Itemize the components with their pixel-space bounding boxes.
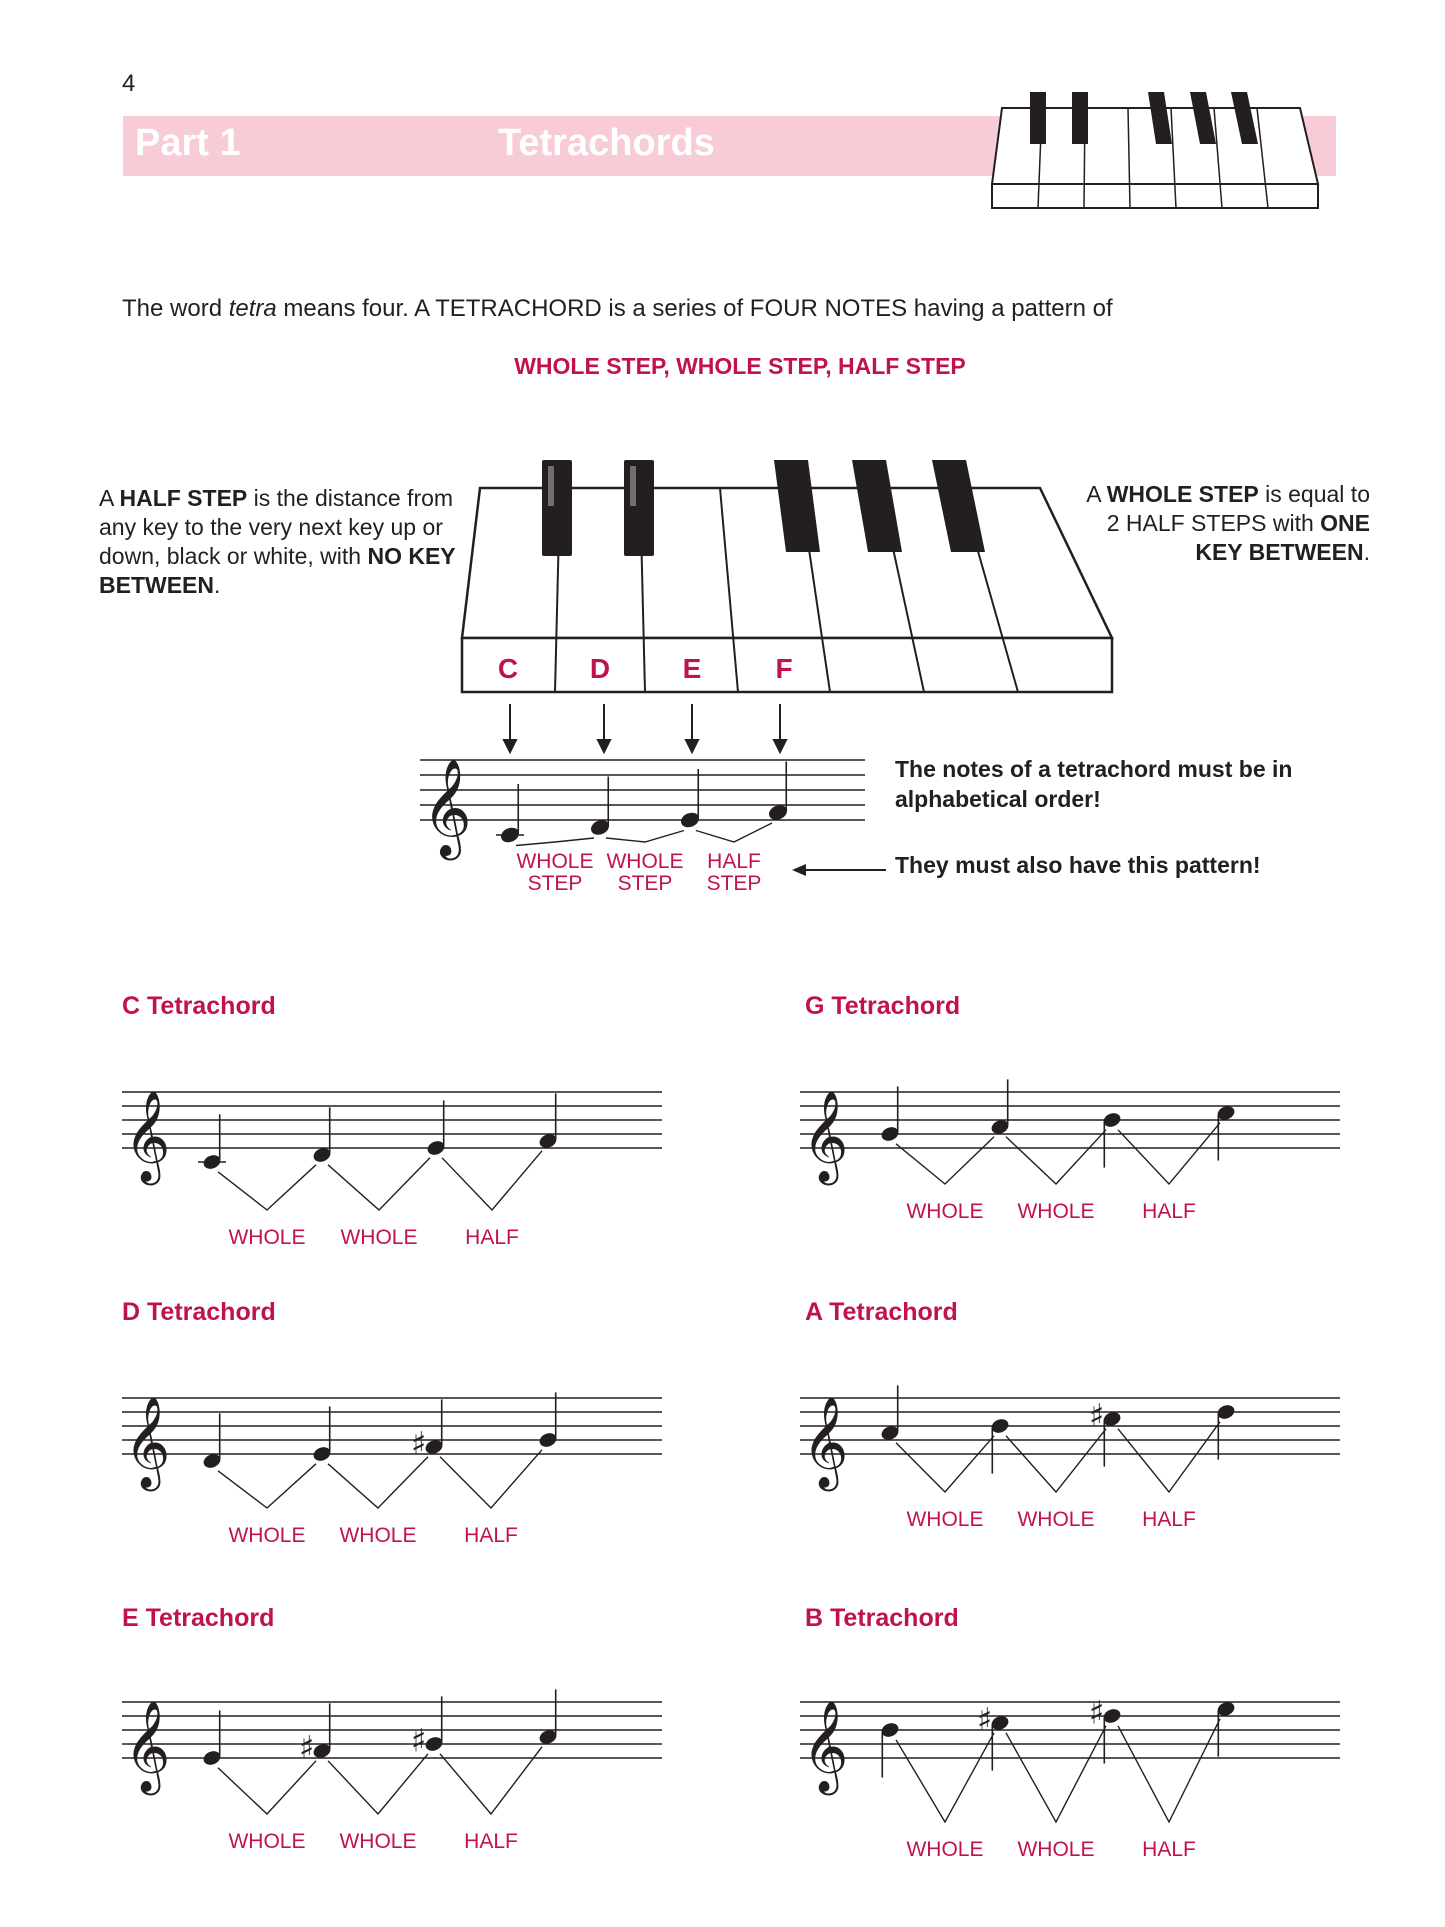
- note-g4: [538, 1392, 559, 1449]
- part-label: Part 1: [135, 122, 241, 164]
- sharp-icon: ♯: [1088, 1693, 1105, 1732]
- step-marker: [440, 1450, 542, 1508]
- step-marker: [218, 1165, 316, 1210]
- step-marker: [440, 1747, 542, 1814]
- tetrachord-title-b: B Tetrachord: [805, 1604, 959, 1632]
- treble-clef-icon: 𝄞: [124, 1396, 171, 1488]
- alphabetical-order-note: The notes of a tetrachord must be in alphabetical order!: [895, 756, 1293, 812]
- step-label-line1: HALF: [707, 850, 761, 873]
- tetrachord-title-e: E Tetrachord: [122, 1604, 275, 1632]
- staff-c-tetrachord: [122, 1091, 662, 1249]
- note-d4: [202, 1413, 223, 1470]
- tetrachord-title-d: D Tetrachord: [122, 1298, 276, 1326]
- step-label: WHOLE: [1017, 1508, 1095, 1531]
- sharp-icon: ♯: [410, 1424, 427, 1463]
- key-letter-f: F: [775, 653, 793, 684]
- note-a4: [538, 1689, 559, 1746]
- half-step-emphasis: NO KEY BETWEEN: [99, 543, 456, 598]
- step-label-line1: WHOLE: [516, 850, 594, 873]
- key-letter-c: C: [497, 653, 519, 684]
- note-c5: [1216, 1104, 1237, 1161]
- key-letter-d: D: [589, 653, 611, 684]
- treble-clef-icon: 𝄞: [802, 1396, 849, 1488]
- staff-g-tetrachord: [800, 1079, 1340, 1223]
- step-label: WHOLE: [1017, 1200, 1095, 1223]
- note-f4: [538, 1093, 559, 1150]
- step-label: WHOLE: [1017, 1838, 1095, 1861]
- whole-step-end: .: [1363, 539, 1370, 565]
- step-label: WHOLE: [906, 1838, 984, 1861]
- staff-d-tetrachord: [122, 1392, 662, 1547]
- step-label: WHOLE: [339, 1830, 417, 1853]
- whole-step-text: is equal to 2 HALF STEPS with: [1106, 481, 1370, 536]
- step-label: WHOLE: [228, 1226, 306, 1249]
- note-c4: [198, 1114, 226, 1171]
- sharp-icon: ♯: [976, 1700, 993, 1739]
- step-marker: [516, 838, 594, 846]
- note-e4: [312, 1406, 333, 1463]
- half-step-pre: A: [99, 485, 120, 511]
- step-marker: [1118, 1422, 1220, 1492]
- whole-step-term: WHOLE STEP: [1106, 481, 1259, 507]
- note-d4: [312, 1107, 333, 1164]
- note-b4: [990, 1417, 1011, 1474]
- treble-clef-icon: 𝄞: [802, 1700, 849, 1792]
- step-label-line2: STEP: [617, 872, 673, 895]
- step-marker: [606, 831, 684, 843]
- note-d5: [1216, 1403, 1237, 1460]
- step-label: HALF: [464, 1524, 518, 1547]
- treble-clef-icon: 𝄞: [422, 757, 472, 856]
- half-step-end: .: [214, 572, 221, 598]
- step-label: WHOLE: [340, 1226, 418, 1249]
- note-g4: [880, 1086, 901, 1143]
- main-keyboard: [462, 460, 1112, 692]
- step-marker: [1118, 1719, 1220, 1822]
- note-d-sharp5: [1089, 1694, 1123, 1764]
- header-keyboard-icon: [992, 92, 1318, 208]
- step-label: WHOLE: [228, 1524, 306, 1547]
- key-to-note-arrows: [504, 704, 786, 752]
- half-step-text: is the distance from any key to the very next key up or down, black or white, with: [99, 485, 454, 569]
- step-label: HALF: [464, 1830, 518, 1853]
- sharp-icon: ♯: [1088, 1396, 1105, 1435]
- note-e5: [1216, 1700, 1237, 1757]
- staff-a-tetrachord: [800, 1385, 1340, 1531]
- note-a4: [880, 1385, 901, 1442]
- step-marker: [1006, 1130, 1106, 1184]
- step-marker: [1006, 1429, 1106, 1492]
- step-marker: [442, 1151, 542, 1210]
- page-number: 4: [122, 70, 136, 97]
- step-label: HALF: [1142, 1200, 1196, 1223]
- note-e4: [679, 769, 701, 830]
- step-label-line2: STEP: [527, 872, 583, 895]
- note-a4: [990, 1079, 1011, 1136]
- step-marker: [1006, 1726, 1106, 1822]
- step-marker: [696, 823, 772, 842]
- note-e4: [202, 1710, 223, 1767]
- step-marker: [328, 1754, 428, 1814]
- pattern-note: They must also have this pattern!: [895, 852, 1261, 878]
- step-label-line2: STEP: [706, 872, 762, 895]
- step-label: HALF: [1142, 1838, 1196, 1861]
- step-marker: [218, 1761, 316, 1814]
- note-c-sharp5: [1089, 1397, 1123, 1467]
- step-label-line1: WHOLE: [606, 850, 684, 873]
- staff-e-tetrachord: [122, 1689, 662, 1853]
- note-d4: [589, 777, 611, 838]
- step-label: WHOLE: [228, 1830, 306, 1853]
- step-marker: [218, 1464, 316, 1508]
- step-label: HALF: [465, 1226, 519, 1249]
- note-b4: [880, 1721, 901, 1778]
- note-g-sharp4: [411, 1696, 445, 1759]
- step-label: WHOLE: [906, 1508, 984, 1531]
- treble-clef-icon: 𝄞: [802, 1090, 849, 1182]
- step-label: HALF: [1142, 1508, 1196, 1531]
- whole-step-emphasis: ONE KEY BETWEEN: [1195, 510, 1370, 565]
- intro-before: The word: [122, 295, 229, 322]
- example-staff: [420, 758, 865, 895]
- step-marker: [896, 1733, 994, 1822]
- half-step-term: HALF STEP: [119, 485, 248, 511]
- note-e4: [426, 1100, 447, 1157]
- tetrachord-title-a: A Tetrachord: [805, 1298, 958, 1326]
- step-marker: [896, 1436, 994, 1492]
- intro-italic-word: tetra: [228, 295, 277, 322]
- step-label: WHOLE: [906, 1200, 984, 1223]
- sharp-icon: ♯: [410, 1721, 427, 1760]
- tetrachord-title-c: C Tetrachord: [122, 992, 276, 1020]
- tetrachord-title-g: G Tetrachord: [805, 992, 961, 1020]
- intro-after: means four. A TETRACHORD is a series of FOUR NOTES having a pattern of: [276, 295, 1113, 322]
- note-b4: [1102, 1111, 1123, 1168]
- sharp-icon: ♯: [298, 1728, 315, 1767]
- whole-step-pre: A: [1086, 481, 1107, 507]
- note-c4: [496, 784, 524, 845]
- staff-b-tetrachord: [800, 1694, 1340, 1861]
- step-label: WHOLE: [339, 1524, 417, 1547]
- step-marker: [896, 1137, 994, 1184]
- note-c-sharp5: [977, 1701, 1011, 1771]
- step-marker: [328, 1158, 430, 1210]
- page-title: Tetrachords: [498, 122, 715, 164]
- treble-clef-icon: 𝄞: [124, 1090, 171, 1182]
- step-marker: [1118, 1123, 1220, 1184]
- treble-clef-icon: 𝄞: [124, 1700, 171, 1792]
- pattern-arrow: [792, 864, 886, 876]
- step-marker: [328, 1457, 428, 1508]
- note-f4: [767, 762, 789, 823]
- key-letter-e: E: [682, 653, 702, 684]
- pattern-heading: WHOLE STEP, WHOLE STEP, HALF STEP: [514, 353, 966, 379]
